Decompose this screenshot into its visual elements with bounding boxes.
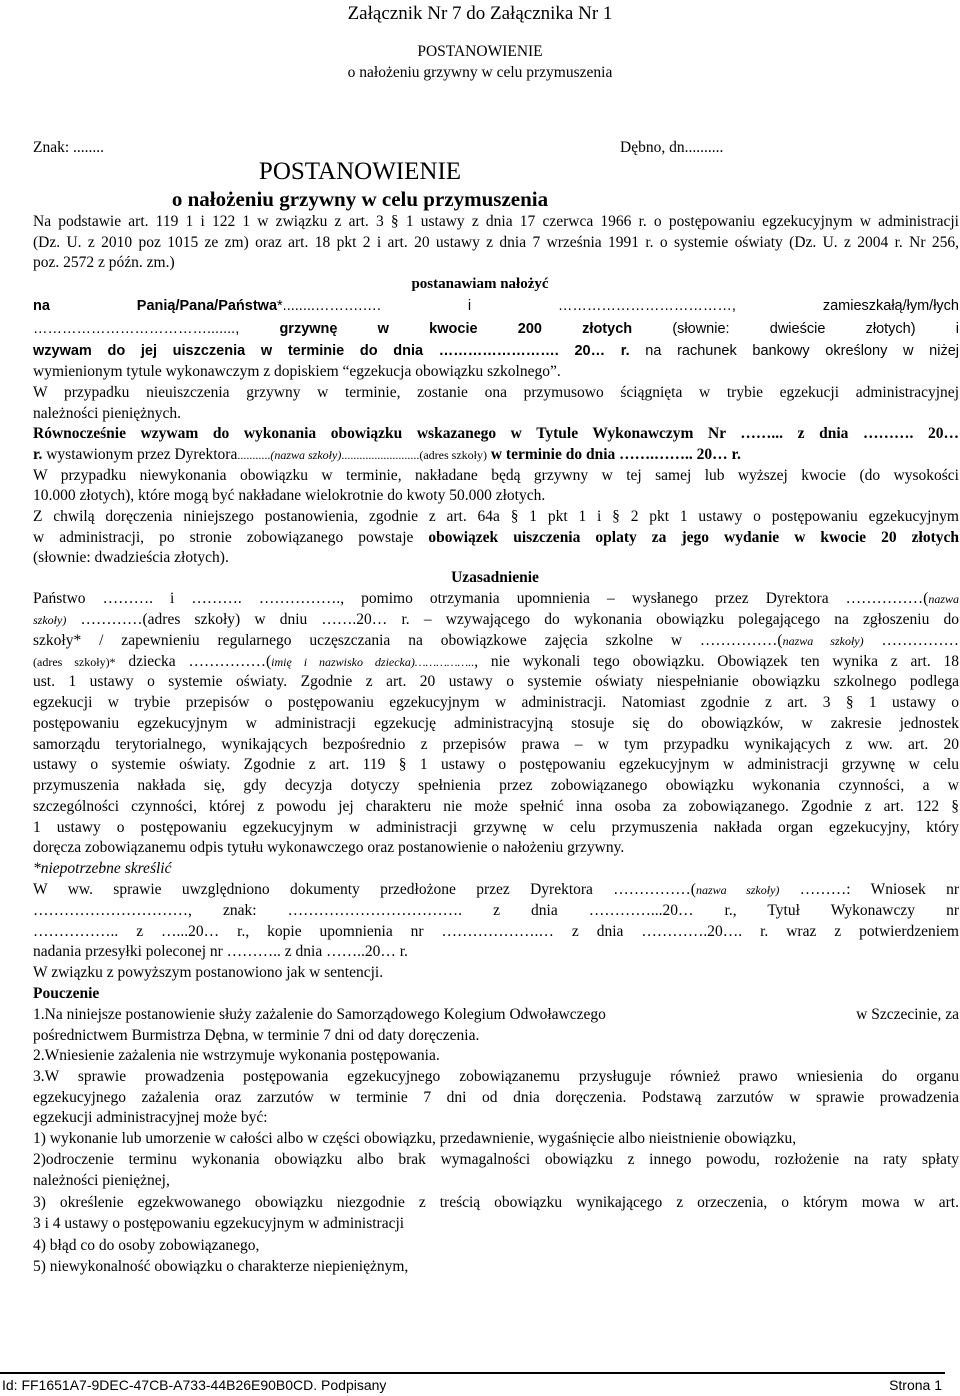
document-id: Id: FF1651A7-9DEC-47CB-A733-44B26E90B0CD. Podpisany [2, 1377, 387, 1393]
justification-line: doręcza zobowiązanemu odpis tytułu wykonawczego oraz postanowienie o nałożeniu grzywny. [33, 839, 625, 856]
instruction-line: egzekucji administracyjnej może być: [33, 1109, 268, 1126]
instruction-line: egzekucyjnego zażalenia oraz zarzutów w terminie 7 dni od dnia doręczenia. Podstawą zarzutów w sprawie prowadzenia [33, 1089, 959, 1106]
page-number: Strona 1 [889, 1377, 942, 1393]
legal-basis-line: poz. 2572 z późn. zm.) [33, 254, 175, 271]
instruction-line [33, 1005, 959, 1025]
address-fill: ………………………………......., [33, 321, 240, 337]
small-title: POSTANOWIENIE [417, 43, 543, 60]
instruction-line: 2.Wniesienie zażalenia nie wstrzymuje wykonania postępowania. [33, 1047, 440, 1064]
just-text: …………… [863, 632, 959, 649]
instruction-line: 3) określenie egzekwowanego obowiązku niezgodnie z treścią obowiązku wynikającego z orzeczenia, o którym mowa w art. [33, 1194, 959, 1211]
justification-line [33, 589, 959, 609]
call-deadline: w terminie do dnia …….…….. 20… r. [486, 446, 741, 463]
noncompliance-line: 10.000 złotych), które mogą być nakładane wielokrotnie do kwoty 50.000 złotych. [33, 487, 546, 504]
ev-italic: nazwa szkoły) [695, 883, 780, 897]
justification-line [33, 652, 959, 672]
justification-line: ustawy o systemie oświaty. Zgodnie z art. 119 § 1 ustawy o postępowaniu egzekucyjnym w administracji grzywnę w celu [33, 756, 959, 773]
addressee-fill: *........……….…. i ………………………………, zamieszkałą/łym/łych [277, 298, 959, 314]
instruction-line: 2)odroczenie terminu wykonania obowiązku albo brak wymagalności obowiązku z innego powodu, rozłożenie na raty spłaty [33, 1151, 959, 1168]
footer-rule [0, 1372, 945, 1374]
evidence-line: nadania przesyłki poleconej nr ……….. z dnia ……..20… r. [33, 943, 408, 960]
case-number: Znak: ........ [33, 139, 105, 156]
fee-amount: obowiązek uiszczenia oplaty za jego wydanie w kwocie 20 złotych [428, 529, 959, 546]
call-school-name: (nazwa szkoły) [270, 448, 342, 462]
place-date: Dębno, dn.......... [620, 139, 724, 156]
instruction-line: 4) błąd co do osoby zobowiązanego, [33, 1237, 260, 1254]
just-text: …………(adres szkoły) w dniu …….20… r. – wzywającego do wykonania obowiązku polegającego na zgłoszeniu do [66, 611, 959, 628]
document-subtitle: o nałożeniu grzywny w celu przymuszenia [171, 187, 549, 211]
legal-basis-line: Na podstawie art. 119 1 i 122 1 w związku z art. 3 § 1 ustawy z dnia 17 czerwca 1966 r. o postępowaniu egzekucyjnym w administracji [33, 213, 959, 230]
instruction-line: 3.W sprawie prowadzenia postępowania egzekucyjnego zobowiązanemu przysługuje również prawo wniesienia do organu [33, 1068, 959, 1085]
ev-text: ………: Wniosek nr [779, 881, 959, 898]
just-small: (adres szkoły)* [33, 655, 116, 669]
evidence-line: …………….. z …...20… r., kopie upomnienia nr ……………….… z dnia ………….20…. r. wraz z potwierdzeniem [33, 923, 959, 940]
instr-text: w Szczecinie, za [856, 1006, 959, 1023]
payment-deadline: wzywam do jej uiszczenia w terminie do dnia ……………………. 20… r. [33, 343, 630, 359]
footnote: *niepotrzebne skreślić [33, 860, 172, 877]
nonpayment-line: W przypadku nieuiszczenia grzywny w terminie, zostanie ona przymusowo ściągnięta w trybie egzekucji administracyjnej [33, 384, 959, 401]
call-issuer: wystawionym przez Dyrektora [42, 446, 238, 463]
addressee-label: na Panią/Pana/Państwa [33, 298, 278, 314]
just-italic: szkoły) [33, 613, 67, 627]
attachment-label: Załącznik Nr 7 do Załącznika Nr 1 [347, 3, 613, 24]
justification-line: egzekucji w trybie przepisów o postępowaniu egzekucyjnym w administracji. Natomiast zgodnie z art. 3 § 1 ustawy o [33, 694, 959, 711]
fee-line [33, 528, 959, 548]
noncompliance-line: W przypadku niewykonania obowiązku w terminie, nakładane będą grzywny w tej samej lub wyższej kwocie (do wysokości [33, 467, 959, 484]
just-italic: nazwa [928, 592, 959, 606]
fee-line: Z chwilą doręczenia niniejszego postanowienia, zgodnie z art. 64a § 1 pkt 1 i § 2 pkt 1 ustawy o postępowaniu egzekucyjnym [33, 508, 959, 525]
justification-line: 1 ustawy o postępowaniu egzekucyjnym w administracji grzywnę w celu przymuszenia nakłada organ egzekucyjny, który [33, 819, 959, 836]
just-text: Państwo ………. i ………. ……………., pomimo otrzymania upomnienia – wysłanego przez Dyrektora ……………( [33, 590, 929, 607]
call-school-address: ..........................(adres szkoły) [341, 448, 487, 462]
nonpayment-line: należności pieniężnych. [33, 405, 182, 422]
decision-line [33, 319, 959, 339]
payment-account: na rachunek bankowy określony w niżej [645, 343, 959, 359]
instruction-line: 1) wykonanie lub umorzenie w całości albo w części obowiązku, przedawnienie, wygaśnięcie albo nieistnienie obowiązku, [33, 1130, 797, 1147]
fee-text: w administracji, po stronie zobowiązanego powstaje [33, 529, 414, 546]
justification-line: postępowaniu egzekucyjnym w administracji egzekucję administracyjną stosuje się do obowiązków, w zakresie jednostek [33, 715, 959, 732]
document-title: POSTANOWIENIE [258, 158, 462, 185]
just-text: szkoły* / zapewnieniu regularnego uczęszczania na obowiązkowe zajęcia szkolne w ……………( [33, 632, 783, 649]
justification-line [33, 610, 959, 630]
evidence-line: W związku z powyższym postanowiono jak w sentencji. [33, 964, 384, 981]
decision-line [33, 296, 959, 316]
fine-amount: grzywnę w kwocie 200 złotych [279, 321, 633, 337]
instruction-line: 5) niewykonalność obowiązku o charakterze niepieniężnym, [33, 1258, 409, 1275]
call-line [33, 445, 959, 465]
small-subtitle: o nałożeniu grzywny w celu przymuszenia [347, 64, 613, 81]
instr-text: 1.Na niniejsze postanowienie służy zażalenie do Samorządowego Kolegium Odwoławczego [33, 1006, 606, 1023]
decision-verb: postanawiam nałożyć [411, 276, 549, 292]
instruction-line: pośrednictwem Burmistrza Dębna, w terminie 7 dni od daty doręczenia. [33, 1027, 480, 1044]
instruction-heading: Pouczenie [33, 985, 100, 1002]
justification-line [33, 631, 959, 651]
evidence-line [33, 880, 959, 900]
fine-in-words: (słownie: dwieście złotych) i [672, 321, 959, 337]
just-italic: nazwa szkoły) [782, 634, 864, 648]
call-dots: ........... [237, 448, 271, 462]
decision-line: wymienionym tytule wykonawczym z dopiskiem “egzekucja obowiązku szkolnego”. [33, 363, 561, 380]
legal-basis-line: (Dz. U. z 2010 poz 1015 ze zm) oraz art. 18 pkt 2 i art. 20 ustawy z dnia 7 września 1991 r. o systemie oświaty (Dz. U. z 2004 r. Nr 256, [33, 234, 959, 251]
justification-line: szczególności czynności, której z powodu jej charakteru nie może spełnić inna osoba za zobowiązanego. Zgodnie z art. 122 § [33, 798, 959, 815]
call-year: r. [33, 446, 43, 463]
justification-line: przymuszenia nakłada się, gdy decyzja dotyczy spełnienia przez zobowiązanego obowiązku wykonania czynności, a w [33, 777, 959, 794]
just-italic: imię i nazwisko dziecka)…………….. [271, 655, 475, 669]
instruction-line: 3 i 4 ustawy o postępowaniu egzekucyjnym w administracji [33, 1215, 405, 1232]
fee-line: (słownie: dwadzieścia złotych). [33, 549, 229, 566]
justification-line: samorządu terytorialnego, wynikających bezpośrednio z przepisów prawa – w tym przypadku wynikających z ww. art. 20 [33, 736, 959, 753]
justification-line: ust. 1 ustawy o systemie oświaty. Zgodnie z art. 20 ustawy o systemie oświaty niespełnianie obowiązku szkolnego podlega [33, 673, 959, 690]
justification-heading: Uzasadnienie [451, 569, 539, 586]
ev-text: W ww. sprawie uwzględniono dokumenty przedłożone przez Dyrektora ……………( [33, 881, 696, 898]
decision-line [33, 341, 959, 361]
evidence-line: …………………………, znak: ……………………………. z dnia …………...20… r., Tytuł Wykonawczy nr [33, 902, 959, 919]
just-text: dziecka ……………( [115, 653, 272, 670]
just-text: , nie wykonali tego obowiązku. Obowiązek ten wynika z art. 18 [474, 653, 959, 670]
instruction-line: należności pieniężnej, [33, 1172, 170, 1189]
call-line: Równocześnie wzywam do wykonania obowiązku wskazanego w Tytule Wykonawczym Nr ……... z dnia ………. 20… [33, 425, 959, 442]
